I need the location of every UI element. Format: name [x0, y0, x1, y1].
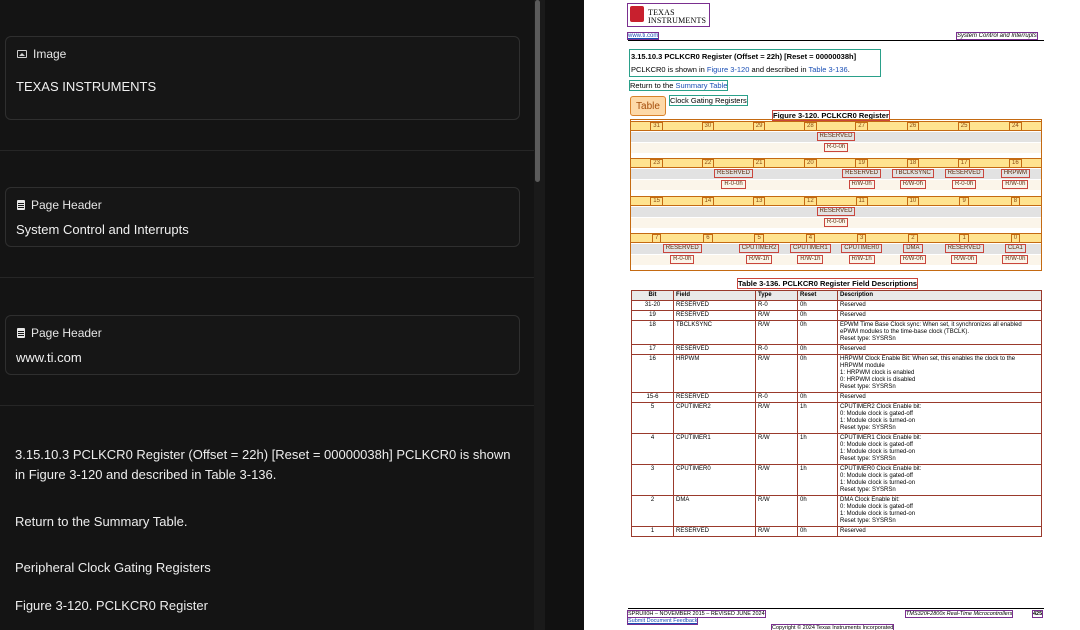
table-cell: Reserved — [838, 527, 1042, 537]
table-cell: CPUTIMER0 Clock Enable bit: 0: Module clock is gated-off 1: Module clock is turned-on Reset type: SYSRSn — [838, 465, 1042, 496]
table-cell: Reserved — [838, 345, 1042, 355]
table-cell: CPUTIMER0 — [674, 465, 756, 496]
table-link[interactable]: Table 3-136 — [808, 65, 848, 74]
table-header-cell: Description — [838, 291, 1042, 301]
bit-number: 22 — [704, 160, 712, 166]
ti-logo — [628, 4, 709, 26]
register-reset-value: R-0-0h — [826, 144, 846, 150]
register-bit-row — [631, 233, 1041, 243]
field-descriptions-table — [631, 290, 1042, 537]
bit-number: 7 — [654, 235, 659, 241]
bit-number: 4 — [808, 235, 813, 241]
register-field-row — [631, 169, 1041, 179]
bit-number: 28 — [807, 123, 814, 129]
register-reset-value: R-0-0h — [724, 181, 743, 187]
card-label — [17, 198, 102, 212]
table-cell: R/W — [756, 355, 798, 393]
table-cell: 3 — [632, 465, 674, 496]
table-cell: RESERVED — [674, 311, 756, 321]
section-block — [630, 50, 880, 76]
header-rule — [628, 40, 1044, 41]
table-cell: CPUTIMER2 — [674, 403, 756, 434]
table-row — [632, 496, 1042, 527]
table-cell: HRPWM Clock Enable Bit: When set, this enables the clock to the HRPWM module 1: HRPWM clock is enabled 0: HRPWM clock is disabled Reset type: SYSRSn — [838, 355, 1042, 393]
left-panel-scrollbar[interactable] — [535, 0, 540, 182]
register-reset-row — [631, 255, 1041, 265]
parsed-elements-panel — [0, 0, 534, 630]
register-reset-value: R/W-1h — [851, 256, 872, 262]
table-cell: 2 — [632, 496, 674, 527]
page-header-card[interactable] — [5, 187, 520, 247]
bit-number: 20 — [807, 160, 814, 166]
table-cell: 18 — [632, 321, 674, 345]
logo-text-line2: INSTRUMENTS — [648, 16, 707, 25]
card-label — [17, 326, 102, 340]
table-cell: R/W — [756, 403, 798, 434]
table-cell: CPUTIMER2 Clock Enable bit: 0: Module clock is gated-off 1: Module clock is turned-on Reset type: SYSRSn — [838, 403, 1042, 434]
register-reset-value: R/W-0h — [1005, 181, 1026, 187]
register-bit-row — [631, 158, 1041, 168]
bit-number: 21 — [755, 160, 763, 166]
table-cell: 0h — [798, 311, 838, 321]
table-cell: 0h — [798, 321, 838, 345]
table-cell: 16 — [632, 355, 674, 393]
card-label — [17, 47, 66, 61]
text-element[interactable]: Peripheral Clock Gating Registers — [15, 560, 211, 575]
table-cell: 1h — [798, 403, 838, 434]
register-reset-value: R/W-0h — [954, 256, 975, 262]
table-cell: 4 — [632, 434, 674, 465]
table-cell: EPWM Time Base Clock sync: When set, it synchronizes all enabled ePWM modules to the time-base clock (TBCLK). Reset type: SYSRSn — [838, 321, 1042, 345]
logo-text-line1: TEXAS — [648, 8, 675, 17]
register-reset-value: R-0-0h — [826, 219, 846, 225]
table-cell: 31-20 — [632, 301, 674, 311]
register-field: DMA — [906, 245, 920, 251]
bit-number: 25 — [960, 123, 968, 129]
return-text — [630, 81, 727, 90]
register-field: TBCLKSYNC — [894, 170, 931, 176]
register-reset-row — [631, 218, 1041, 228]
divider — [0, 150, 534, 151]
bit-number: 19 — [858, 160, 865, 166]
bit-number: 3 — [859, 235, 864, 241]
table-cell: Reserved — [838, 393, 1042, 403]
text-element[interactable]: 3.15.10.3 PCLKCR0 Register (Offset = 22h) [Reset = 00000038h] PCLKCR0 is shown in Figure 3-120 and described in Table 3-136. — [15, 447, 511, 482]
bit-number: 26 — [909, 123, 917, 129]
bit-number: 6 — [706, 235, 710, 241]
table-cell: RESERVED — [674, 527, 756, 537]
card-type-label: Image — [33, 47, 67, 61]
header-section: System Control and Interrupts — [957, 33, 1037, 39]
document-page — [584, 0, 1080, 630]
summary-table-link[interactable]: Summary Table — [675, 81, 728, 90]
register-field: RESERVED — [819, 133, 853, 139]
footer-doc-id: SPRUII0H – NOVEMBER 2015 – REVISED JUNE 2024 — [628, 611, 765, 617]
register-reset-row — [631, 143, 1041, 153]
table-cell: 0h — [798, 345, 838, 355]
table-cell: Reserved — [838, 311, 1042, 321]
bit-number: 24 — [1012, 123, 1019, 129]
table-header-cell: Type — [756, 291, 798, 301]
intro-pre: PCLKCR0 is shown in — [631, 65, 707, 74]
footer-rule — [628, 608, 1044, 609]
bit-number: 30 — [704, 123, 712, 129]
register-field: CPUTIMER2 — [741, 245, 777, 251]
table-cell: R-0 — [756, 301, 798, 311]
table-cell: DMA Clock Enable bit: 0: Module clock is gated-off 1: Module clock is turned-on Reset type: SYSRSn — [838, 496, 1042, 527]
bit-number: 11 — [858, 198, 865, 204]
register-field-row — [631, 207, 1041, 217]
table-cell: 19 — [632, 311, 674, 321]
card-content: TEXAS INSTRUMENTS — [16, 79, 157, 94]
register-field: RESERVED — [845, 170, 879, 176]
document-icon — [17, 200, 25, 210]
register-reset-value: R/W-0h — [902, 256, 923, 262]
bit-number: 5 — [757, 235, 761, 241]
table-cell: RESERVED — [674, 301, 756, 311]
table-cell: 15-6 — [632, 393, 674, 403]
register-bit-row — [631, 196, 1041, 206]
bit-number: 31 — [653, 123, 660, 129]
table-row — [632, 311, 1042, 321]
bit-number: 13 — [755, 198, 763, 204]
card-content: System Control and Interrupts — [16, 222, 189, 237]
card-type-label: Page Header — [31, 326, 102, 340]
table-cell: CPUTIMER1 Clock Enable bit: 0: Module clock is gated-off 1: Module clock is turned-on Reset type: SYSRSn — [838, 434, 1042, 465]
bit-number: 23 — [653, 160, 660, 166]
table-cell: R-0 — [756, 393, 798, 403]
register-field-row — [631, 244, 1041, 254]
table-row — [632, 321, 1042, 345]
image-icon — [17, 50, 27, 58]
table-cell: 0h — [798, 301, 838, 311]
table-cell: R/W — [756, 496, 798, 527]
register-reset-row — [631, 180, 1041, 190]
bit-number: 15 — [653, 198, 660, 204]
register-field: CPUTIMER1 — [793, 245, 828, 251]
table-header-cell: Bit — [632, 291, 674, 301]
table-cell: RESERVED — [674, 393, 756, 403]
register-field-row — [631, 132, 1041, 142]
table-badge[interactable]: Table — [630, 96, 666, 116]
intro-mid: and described in — [749, 65, 809, 74]
table-cell: R/W — [756, 311, 798, 321]
return-pre: Return to the — [630, 81, 676, 90]
table-row — [632, 345, 1042, 355]
table-cell: DMA — [674, 496, 756, 527]
image-element-card[interactable] — [5, 36, 520, 120]
register-field: RESERVED — [717, 170, 750, 176]
table-cell: 17 — [632, 345, 674, 355]
document-icon — [17, 328, 25, 338]
bit-number: 12 — [807, 198, 814, 204]
card-content: www.ti.com — [16, 350, 82, 365]
table-row — [632, 301, 1042, 311]
register-bit-row — [631, 121, 1041, 131]
table-cell: CPUTIMER1 — [674, 434, 756, 465]
register-field: CLA1 — [1007, 245, 1023, 251]
register-reset-value: R/W-0h — [1005, 256, 1026, 262]
panel-gutter-dark — [545, 0, 584, 630]
text-element[interactable]: Return to the Summary Table. — [15, 514, 188, 529]
table-cell: R/W — [756, 527, 798, 537]
table-cell: R/W — [756, 434, 798, 465]
bit-number: 8 — [1013, 198, 1018, 204]
table-row — [632, 465, 1042, 496]
table-cell: 1h — [798, 465, 838, 496]
divider — [0, 277, 534, 278]
register-field: RESERVED — [665, 245, 699, 251]
register-field: RESERVED — [947, 170, 981, 176]
section-title: 3.15.10.3 PCLKCR0 Register (Offset = 22h) [Reset = 00000038h] — [631, 52, 857, 61]
bit-number: 9 — [962, 198, 966, 204]
bit-number: 14 — [704, 198, 712, 204]
table-cell: 0h — [798, 393, 838, 403]
table-row — [632, 355, 1042, 393]
table-title: Table 3-136. PCLKCR0 Register Field Descriptions — [738, 279, 918, 288]
register-field: RESERVED — [819, 208, 853, 214]
register-field: HRPWM — [1003, 170, 1028, 176]
feedback-link[interactable]: Submit Document Feedback — [628, 618, 698, 624]
table-body — [632, 301, 1042, 537]
register-reset-value: R/W-0h — [902, 181, 923, 187]
ti-logo-mark-icon — [630, 6, 644, 22]
header-link[interactable]: www.ti.com — [628, 33, 659, 39]
table-row — [632, 403, 1042, 434]
figure-title: Figure 3-120. PCLKCR0 Register — [773, 111, 889, 120]
footer-product: TMS320F2800x Real-Time Microcontrollers — [906, 611, 1013, 617]
bit-number: 1 — [962, 235, 966, 241]
register-reset-value: R-0-0h — [673, 256, 692, 262]
table-cell: 0h — [798, 496, 838, 527]
bit-number: 27 — [858, 123, 865, 129]
table-header-cell: Field — [674, 291, 756, 301]
register-reset-value: R/W-1h — [800, 256, 821, 262]
table-cell: RESERVED — [674, 345, 756, 355]
table-cell: 1 — [632, 527, 674, 537]
register-reset-value: R-0-0h — [954, 181, 974, 187]
bit-number: 18 — [909, 160, 917, 166]
table-header-cell: Reset — [798, 291, 838, 301]
table-cell: 5 — [632, 403, 674, 434]
intro-post: . — [847, 65, 850, 74]
table-cell: HRPWM — [674, 355, 756, 393]
table-cell: 0h — [798, 527, 838, 537]
table-row — [632, 527, 1042, 537]
table-cell: R/W — [756, 321, 798, 345]
divider — [0, 405, 534, 406]
text-element[interactable]: Figure 3-120. PCLKCR0 Register — [15, 598, 208, 613]
table-cell: R/W — [756, 465, 798, 496]
page-number: 425 — [1033, 611, 1043, 617]
figure-link[interactable]: Figure 3-120 — [706, 65, 750, 74]
table-cell: Reserved — [838, 301, 1042, 311]
bit-number: 10 — [909, 198, 917, 204]
intro-text — [631, 65, 850, 74]
table-cell: R-0 — [756, 345, 798, 355]
copyright: Copyright © 2024 Texas Instruments Incorporated — [772, 625, 894, 630]
card-type-label: Page Header — [31, 198, 102, 212]
table-cell: TBCLKSYNC — [674, 321, 756, 345]
table-cell: 1h — [798, 434, 838, 465]
clock-gating-heading: Clock Gating Registers — [670, 96, 747, 105]
register-reset-value: R/W-1h — [749, 256, 770, 262]
bit-number: 2 — [911, 235, 915, 241]
register-field: CPUTIMER0 — [844, 245, 879, 251]
bit-number: 16 — [1012, 160, 1019, 166]
register-reset-value: R/W-0h — [851, 181, 872, 187]
page-header-card[interactable] — [5, 315, 520, 375]
bit-number: 0 — [1013, 235, 1018, 241]
register-field: RESERVED — [947, 245, 981, 251]
table-row — [632, 434, 1042, 465]
table-cell: 0h — [798, 355, 838, 393]
table-row — [632, 393, 1042, 403]
table-header-row — [632, 291, 1042, 301]
bit-number: 29 — [755, 123, 763, 129]
bit-number: 17 — [960, 160, 968, 166]
